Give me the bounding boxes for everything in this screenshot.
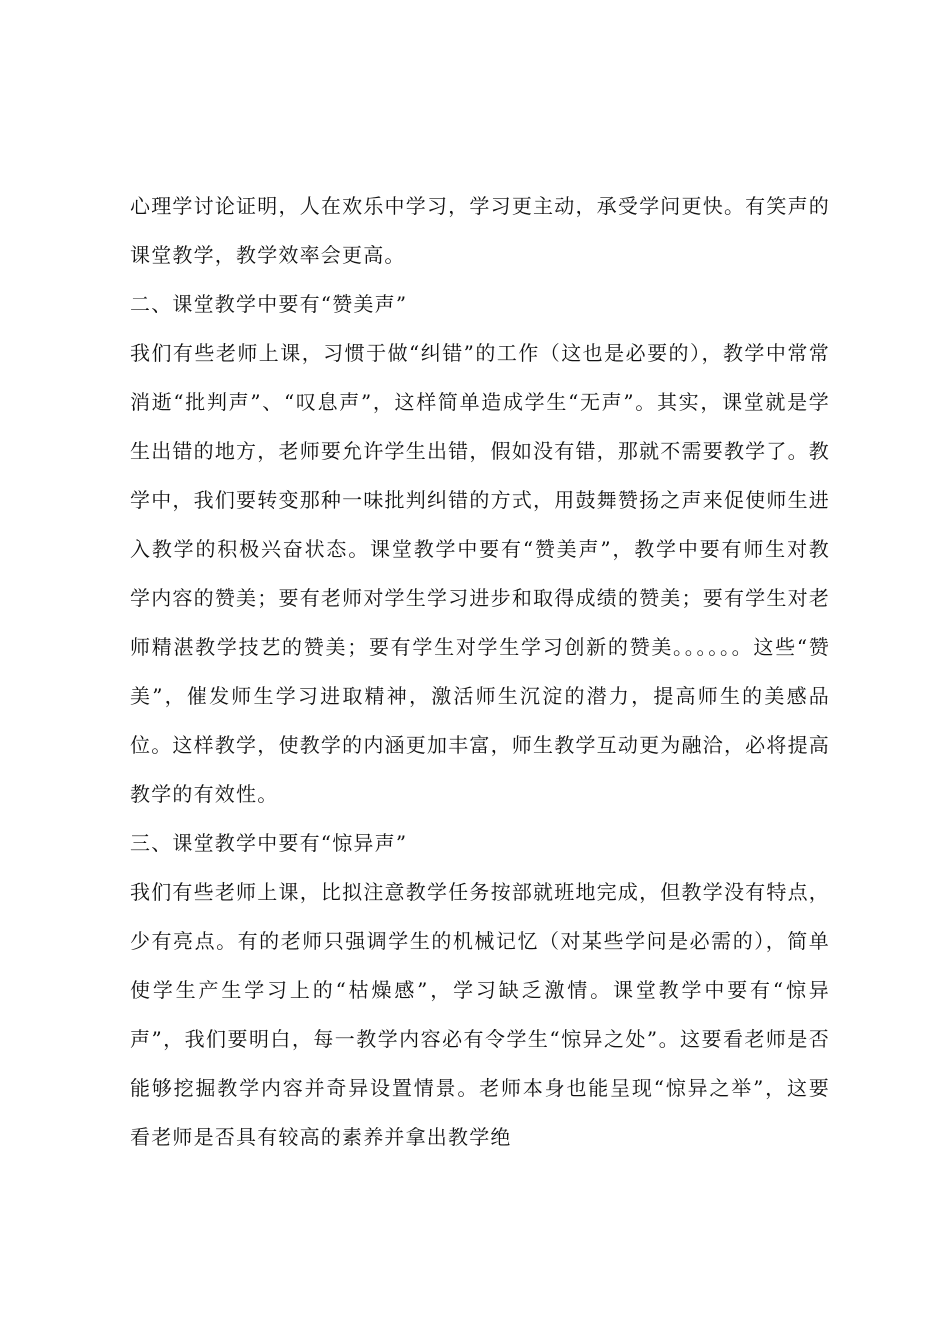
document-body: [130, 182, 830, 1162]
paragraph-praise: 我们有些老师上课，习惯于做“纠错”的工作（这也是必要的），教学中常常消逝“批判声”、“叹息声”，这样简单造成学生“无声”。其实，课堂就是学生出错的地方，老师要允许学生出错，假如没有错，那就不需要教学了。教学中，我们要转变那种一味批判纠错的方式，用鼓舞赞扬之声来促使师生进入教学的积极兴奋状态。课堂教学中要有“赞美声”，教学中要有师生对教学内容的赞美；要有老师对学生学习进步和取得成绩的赞美；要有学生对老师精湛教学技艺的赞美；要有学生对学生学习创新的赞美。。。。。。这些“赞美”，催发师生学习进取精神，激活师生沉淀的潜力，提高师生的美感品位。这样教学，使教学的内涵更加丰富，师生教学互动更为融洽，必将提高教学的有效性。: [130, 341, 830, 806]
paragraph-surprise: 我们有些老师上课，比拟注意教学任务按部就班地完成，但教学没有特点，少有亮点。有的老师只强调学生的机械记忆（对某些学问是必需的），简单使学生产生学习上的“枯燥感”，学习缺乏激情。课堂教学中要有“惊异声”，我们要明白，每一教学内容必有令学生“惊异之处”。这要看老师是否能够挖掘教学内容并奇异设置情景。老师本身也能呈现“惊异之举”，这要看老师是否具有较高的素养并拿出教学绝: [130, 880, 830, 1149]
paragraph-laughter-conclusion: 心理学讨论证明，人在欢乐中学习，学习更主动，承受学问更快。有笑声的课堂教学，教学效率会更高。: [130, 194, 830, 267]
section-heading-surprise: 三、课堂教学中要有“惊异声”: [130, 831, 408, 855]
section-heading-praise: 二、课堂教学中要有“赞美声”: [130, 292, 408, 316]
